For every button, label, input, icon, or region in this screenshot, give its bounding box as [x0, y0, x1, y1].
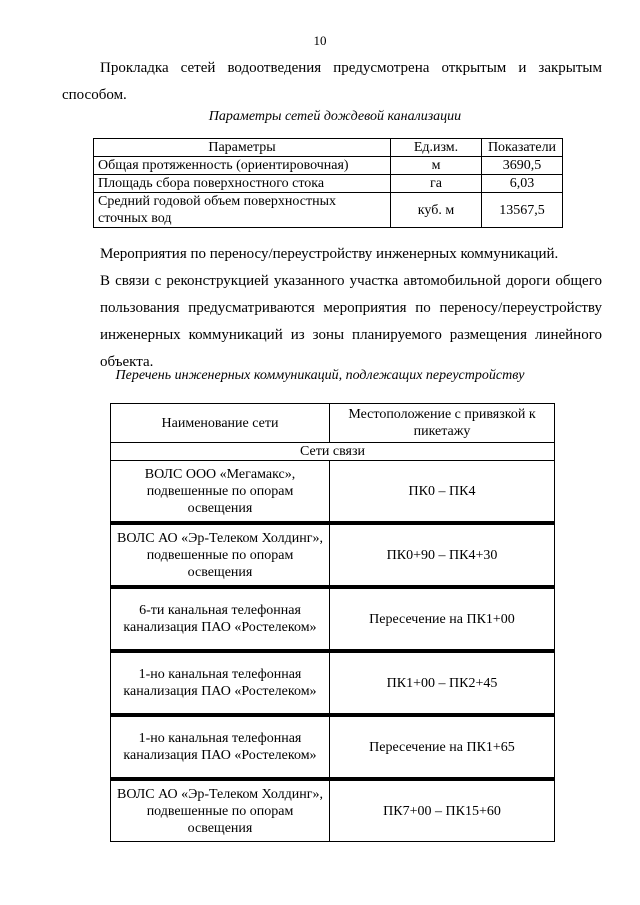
rain-sewer-parameters-table — [93, 138, 563, 228]
table2-caption: Перечень инженерных коммуникаций, подлежащих переустройству — [115, 368, 525, 383]
table-row — [111, 461, 555, 524]
table-cell: 1-но канальная телефонная канализация ПАО «Ростелеком» — [111, 651, 330, 715]
table-row — [94, 157, 563, 175]
table-cell: ВОЛС АО «Эр-Телеком Холдинг», подвешенные по опорам освещения — [111, 523, 330, 587]
table-cell: ПК1+00 – ПК2+45 — [330, 651, 555, 715]
table-row — [94, 175, 563, 193]
table-cell: м — [391, 157, 482, 175]
table-row — [111, 587, 555, 651]
table-cell: Пересечение на ПК1+00 — [330, 587, 555, 651]
column-header: Показатели — [482, 139, 563, 157]
table-row — [111, 523, 555, 587]
paragraph-drainage: Прокладка сетей водоотведения предусмотрена открытым и закрытым способом. — [62, 60, 602, 103]
table-cell: ПК7+00 – ПК15+60 — [330, 779, 555, 842]
paragraph-measures: Мероприятия по переносу/переустройству инженерных коммуникаций. — [100, 246, 559, 262]
table-row — [111, 651, 555, 715]
group-label: Сети связи — [111, 443, 555, 461]
column-header: Местоположение с привязкой к пикетажу — [330, 404, 555, 443]
body-text — [62, 241, 602, 376]
table-cell: га — [391, 175, 482, 193]
table1-caption: Параметры сетей дождевой канализации — [208, 109, 462, 124]
table-cell: ПК0+90 – ПК4+30 — [330, 523, 555, 587]
table-cell: Средний годовой объем поверхностных сточных вод — [94, 193, 391, 228]
table-cell: Пересечение на ПК1+65 — [330, 715, 555, 779]
column-header: Ед.изм. — [391, 139, 482, 157]
table-row — [94, 193, 563, 228]
table-cell: 13567,5 — [482, 193, 563, 228]
group-row — [111, 443, 555, 461]
table-cell: ВОЛС АО «Эр-Телеком Холдинг», подвешенные по опорам освещения — [111, 779, 330, 842]
utilities-relocation-table — [110, 403, 555, 842]
table-cell: Площадь сбора поверхностного стока — [94, 175, 391, 193]
table-cell: 1-но канальная телефонная канализация ПАО «Ростелеком» — [111, 715, 330, 779]
table-header-row — [111, 404, 555, 443]
table-header-row — [94, 139, 563, 157]
table-cell: ПК0 – ПК4 — [330, 461, 555, 524]
table-cell: 6-ти канальная телефонная канализация ПАО «Ростелеком» — [111, 587, 330, 651]
table-cell: ВОЛС ООО «Мегамакс», подвешенные по опорам освещения — [111, 461, 330, 524]
page-number: 10 — [313, 33, 327, 48]
table-cell: куб. м — [391, 193, 482, 228]
paragraph-reconstruction: В связи с реконструкцией указанного участка автомобильной дороги общего пользования предусматриваются мероприятия по переносу/переустройству инженерных коммуникаций из зоны планируемого размещения линейного объекта. — [100, 273, 602, 370]
column-header: Наименование сети — [111, 404, 330, 443]
table-cell: Общая протяженность (ориентировочная) — [94, 157, 391, 175]
table-row — [111, 715, 555, 779]
table-row — [111, 779, 555, 842]
table-cell: 6,03 — [482, 175, 563, 193]
column-header: Параметры — [94, 139, 391, 157]
table-cell: 3690,5 — [482, 157, 563, 175]
